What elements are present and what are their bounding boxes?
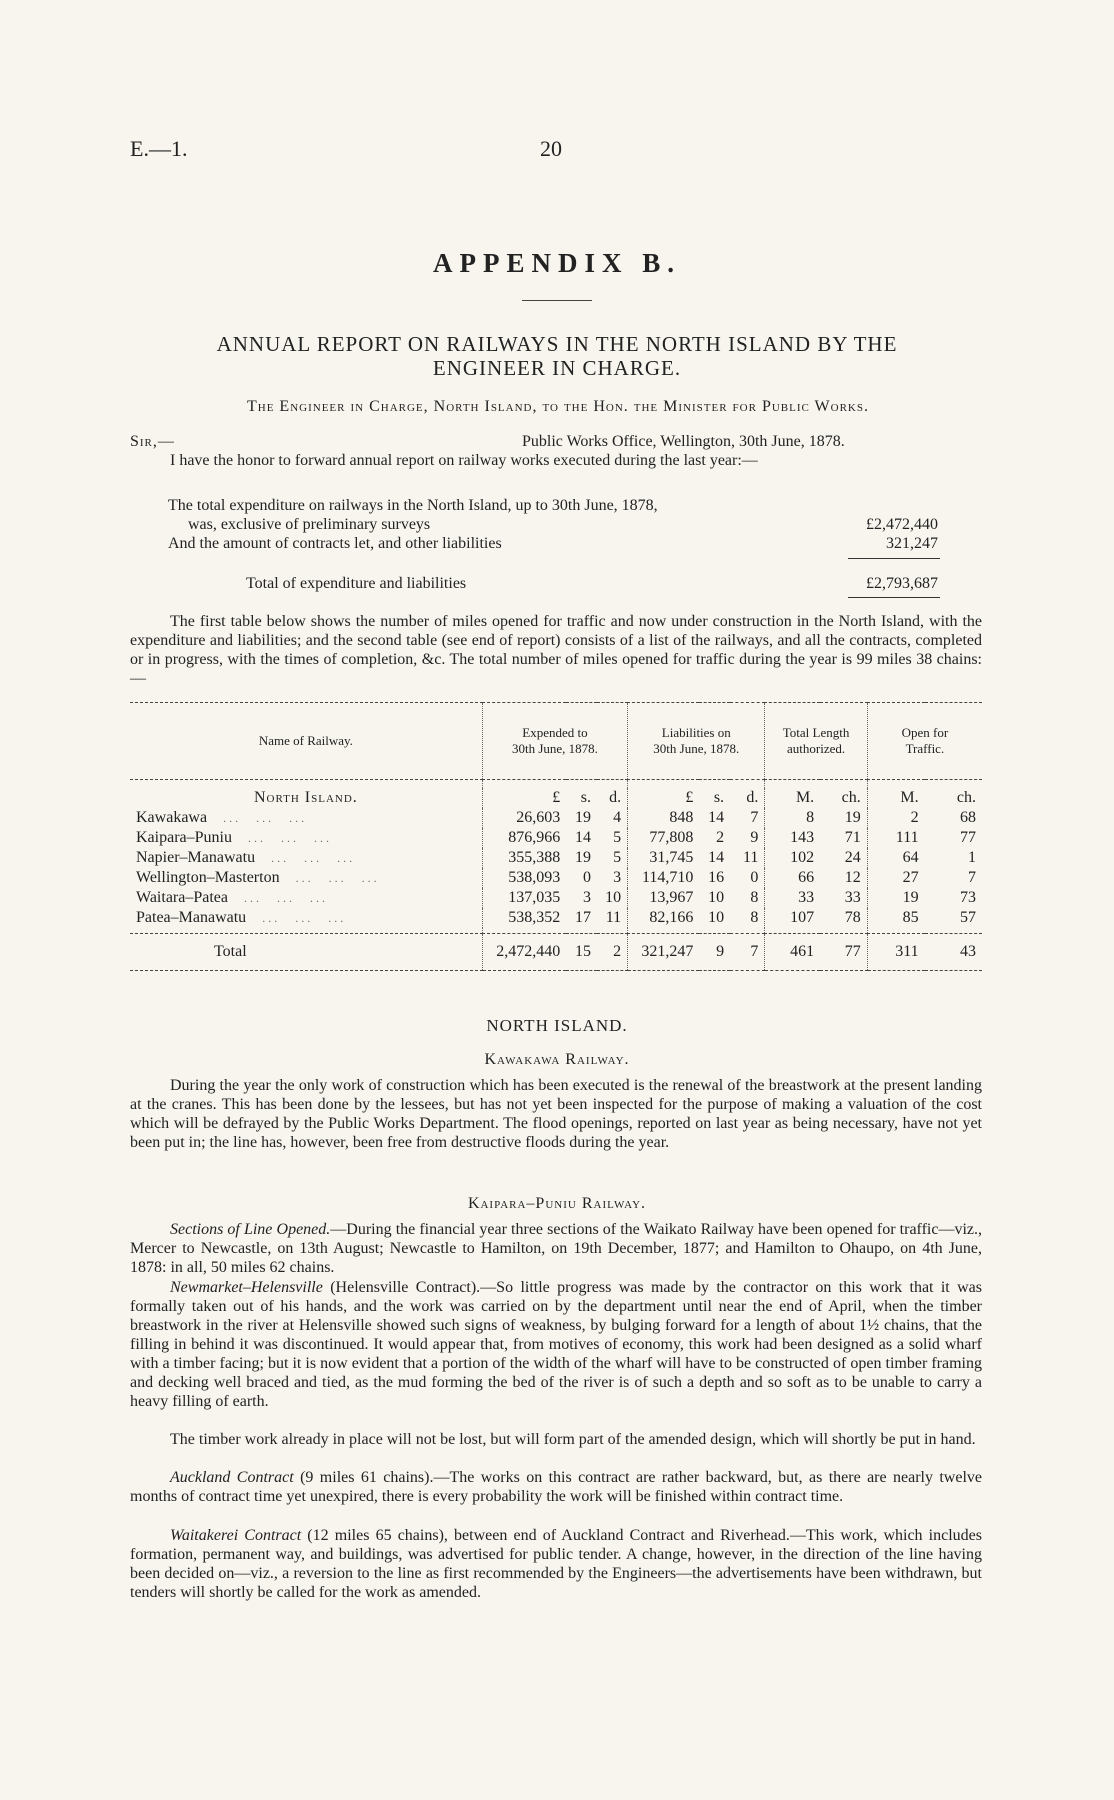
cell-lia-l: 848 xyxy=(628,808,700,828)
kaipara-paragraph-3: The timber work already in place will not be lost, but will form part of the amended design, which will shortly be put in hand. xyxy=(170,1431,976,1448)
cell-lia-l: 114,710 xyxy=(628,868,700,888)
leader-dots: . . . . . . . . . xyxy=(217,810,305,825)
table-row xyxy=(130,808,982,828)
cell-exp-d: 4 xyxy=(613,808,622,826)
leader-dots: . . . . . . . . . xyxy=(256,910,344,925)
railway-name xyxy=(130,848,482,868)
cell-open-c: 68 xyxy=(960,808,976,826)
page-number: 20 xyxy=(540,136,562,161)
total-rule xyxy=(848,597,940,598)
expenditure-label: was, exclusive of preliminary surveys xyxy=(188,516,431,533)
col-header-length-1: Total Length xyxy=(782,725,850,740)
total-label: Total of expenditure and liabilities xyxy=(246,575,467,592)
cell-exp-l: 355,388 xyxy=(482,848,566,868)
cell-open-m: 64 xyxy=(867,848,924,868)
liabilities-line xyxy=(168,534,938,553)
cell-len-c: 71 xyxy=(844,828,861,846)
expenditure-line-1: The total expenditure on railways in the North Island, up to 30th June, 1878, xyxy=(168,497,658,514)
cell-len-m: 102 xyxy=(765,848,820,868)
cell-open-c: 77 xyxy=(960,828,976,846)
report-title-line-1: ANNUAL REPORT ON RAILWAYS IN THE NORTH ISLAND BY THE xyxy=(216,332,898,356)
cell-len-m: 33 xyxy=(765,888,820,908)
cell-lia-s: 16 xyxy=(708,868,725,886)
cell-lia-d: 11 xyxy=(742,848,759,866)
cell-len-m: 143 xyxy=(765,828,820,848)
cell-open-c: 57 xyxy=(960,908,976,926)
cell-len-c: 19 xyxy=(844,808,861,826)
total-length-chains: 77 xyxy=(820,934,867,971)
total-exp-pence: 2 xyxy=(597,934,628,971)
railway-name xyxy=(130,828,482,848)
table-row xyxy=(130,828,982,848)
railway-name-text: Kawakawa xyxy=(136,808,208,826)
cell-lia-l: 82,166 xyxy=(628,908,700,928)
col-header-liabilities-1: Liabilities on xyxy=(661,725,731,740)
kawakawa-paragraph: During the year the only work of construction which has been executed is the renewal of the breastwork at the present landing at the cranes. This has been done by the lessees, but has not yet been inspected for the purpose of making a valuation of the cost which will be defrayed by the Public Works Department. The flood openings, reported on last year as being necessary, have not yet been put in; the line has, however, been free from destructive floods during the year. xyxy=(130,1077,982,1151)
cell-len-m: 8 xyxy=(765,808,820,828)
cell-exp-s: 0 xyxy=(582,868,591,886)
table-header-row xyxy=(130,703,982,780)
cell-len-m: 107 xyxy=(765,908,820,928)
table-row xyxy=(130,848,982,868)
paragraph-text: (12 miles 65 chains), between end of Auckland Contract and Riverhead.—This work, which includes formation, permanent way, and buildings, was advertised for public tender. A change, however, in the direction of the line having been decided on—viz., a reversion to the line as first recommended by the Engineers—the advertisements have been withdrawn, but tenders will shortly be called for the work as amended. xyxy=(130,1527,982,1601)
cell-lia-l: 77,808 xyxy=(628,828,700,848)
expenditure-line-2 xyxy=(168,515,938,534)
unit-chains: ch. xyxy=(841,788,861,806)
table-body xyxy=(130,808,982,928)
kaipara-paragraph-2 xyxy=(130,1278,982,1411)
unit-pence: d. xyxy=(746,788,759,806)
cell-exp-l: 26,603 xyxy=(482,808,566,828)
col-header-name-text: Name of Railway. xyxy=(258,733,353,748)
total-exp-shillings: 15 xyxy=(566,934,597,971)
col-header-liabilities-2: 30th June, 1878. xyxy=(653,741,740,756)
col-header-expended-1: Expended to xyxy=(522,725,588,740)
col-header-expended-2: 30th June, 1878. xyxy=(511,741,598,756)
table-intro-text: The first table below shows the number of miles opened for traffic and now under construction in the North Island, with the expenditure and liabilities; and the second table (see end of report) consists of a list of the railways, and all the contracts, completed or in progress, with the times of completion, &c. The total number of miles opened for traffic during the year is 99 miles 38 chains:— xyxy=(130,613,982,687)
cell-lia-d: 8 xyxy=(750,908,759,926)
cell-exp-l: 137,035 xyxy=(482,888,566,908)
kaipara-heading: Kaipara–Puniu Railway. xyxy=(467,1195,647,1212)
cell-exp-l: 538,093 xyxy=(482,868,566,888)
cell-lia-s: 14 xyxy=(708,848,725,866)
col-header-length xyxy=(765,703,867,780)
cell-open-m: 27 xyxy=(867,868,924,888)
cell-open-m: 85 xyxy=(867,908,924,928)
leader-dots: . . . . . . . . . xyxy=(238,890,325,905)
total-value: £2,793,687 xyxy=(866,575,938,592)
section-label: North Island. xyxy=(253,788,358,806)
railway-name xyxy=(130,868,482,888)
cell-len-c: 33 xyxy=(844,888,861,906)
table-row xyxy=(130,868,982,888)
cell-exp-l: 538,352 xyxy=(482,908,566,928)
railway-name-text: Patea–Manawatu xyxy=(136,908,247,926)
railway-name xyxy=(130,808,482,828)
col-header-open xyxy=(867,703,982,780)
total-exp-pounds: 2,472,440 xyxy=(482,934,566,971)
cell-len-m: 66 xyxy=(765,868,820,888)
unit-pounds: £ xyxy=(482,788,566,808)
cell-exp-d: 11 xyxy=(605,908,622,926)
report-title-line-2: ENGINEER IN CHARGE. xyxy=(432,356,682,380)
railway-name-text: Waitara–Patea xyxy=(136,888,228,906)
kaipara-paragraph-5 xyxy=(130,1526,982,1602)
railway-name-text: Wellington–Masterton xyxy=(136,868,280,886)
cell-lia-d: 0 xyxy=(750,868,759,886)
table-total-row xyxy=(130,934,982,971)
total-length-miles: 461 xyxy=(765,934,820,971)
north-island-heading: NORTH ISLAND. xyxy=(486,1016,628,1035)
paragraph-text: —During the financial year three sections of the Waikato Railway have been opened for traffic—viz., Mercer to Newcastle, on 13th August; Newcastle to Hamilton, on 19th December, 1877; and Hamilton to Ohaupo, on 4th June, 1878: in all, 50 miles 62 chains. xyxy=(130,1221,983,1276)
office-line: Public Works Office, Wellington, 30th June, 1878. xyxy=(522,433,845,450)
unit-miles: M. xyxy=(867,788,924,808)
unit-pence: d. xyxy=(609,788,622,806)
cell-exp-d: 5 xyxy=(613,848,622,866)
unit-pounds: £ xyxy=(628,788,700,808)
cell-lia-l: 13,967 xyxy=(628,888,700,908)
cell-len-c: 78 xyxy=(844,908,861,926)
table-row xyxy=(130,888,982,908)
col-header-name xyxy=(130,703,482,780)
paragraph-text: (9 miles 61 chains).—The works on this contract are rather backward, but, as there are nearly twelve months of contract time yet unexpired, there is every probability the work will be finished within contract time. xyxy=(130,1469,983,1505)
sum-rule xyxy=(848,558,940,559)
unit-shillings: s. xyxy=(580,788,591,806)
leader-dots: . . . . . . . . . xyxy=(241,830,329,845)
unit-shillings: s. xyxy=(713,788,725,806)
total-lia-pence: 7 xyxy=(730,934,765,971)
railways-table xyxy=(130,702,982,971)
total-open-miles: 311 xyxy=(867,934,924,971)
leader-dots: . . . . . . . . . xyxy=(265,850,353,865)
paragraph-lead: Waitakerei Contract xyxy=(170,1527,302,1544)
cell-exp-d: 3 xyxy=(613,868,622,886)
cell-exp-s: 17 xyxy=(574,908,591,926)
col-header-liabilities xyxy=(628,703,765,780)
kawakawa-heading: Kawakawa Railway. xyxy=(484,1051,630,1068)
cell-exp-s: 19 xyxy=(574,848,591,866)
title-rule xyxy=(522,300,592,301)
liabilities-label: And the amount of contracts let, and other liabilities xyxy=(168,535,502,552)
unit-chains: ch. xyxy=(956,788,976,806)
document-reference: E.—1. xyxy=(130,136,188,161)
cell-lia-l: 31,745 xyxy=(628,848,700,868)
cell-len-c: 12 xyxy=(844,868,861,886)
total-lia-pounds: 321,247 xyxy=(628,934,700,971)
cell-open-c: 1 xyxy=(968,848,976,866)
col-header-open-2: Traffic. xyxy=(905,741,945,756)
total-lia-shillings: 9 xyxy=(699,934,730,971)
paragraph-lead: Auckland Contract xyxy=(170,1469,294,1486)
railway-name xyxy=(130,908,482,928)
header-rule-row xyxy=(130,780,982,788)
cell-lia-d: 9 xyxy=(750,828,759,846)
cell-exp-l: 876,966 xyxy=(482,828,566,848)
salutation: Sir,— xyxy=(130,433,175,450)
cell-exp-d: 10 xyxy=(605,888,622,906)
report-title xyxy=(120,332,994,380)
cell-open-m: 111 xyxy=(867,828,924,848)
total-open-chains: 43 xyxy=(925,934,982,971)
cell-lia-s: 10 xyxy=(708,888,725,906)
cell-lia-s: 2 xyxy=(716,828,725,846)
cell-exp-s: 14 xyxy=(574,828,591,846)
unit-miles: M. xyxy=(765,788,820,808)
railway-name-text: Kaipara–Puniu xyxy=(136,828,232,846)
paragraph-lead: Sections of Line Opened. xyxy=(170,1221,331,1238)
appendix-title: APPENDIX B. xyxy=(432,248,681,278)
cell-lia-d: 7 xyxy=(750,808,759,826)
cell-open-c: 73 xyxy=(960,888,976,906)
col-header-expended xyxy=(482,703,627,780)
addressee: The Engineer in Charge, North Island, to the Hon. the Minister for Public Works. xyxy=(247,398,869,415)
paragraph-text: (Helensville Contract).—So little progress was made by the contractor on this work that it was formally taken out of his hands, and the work was carried on by the department until near the end of April, when the timber breastwork in the river at Helensville showed such signs of weakness, by bulging forward for a length of about 1½ chains, that the filling in behind it was discontinued. It would appear that, from motives of economy, this work had been designed as a solid wharf with a timber facing; but it is now evident that a portion of the width of the wharf will have to be constructed of open timber framing and decking well braced and tied, as the mud forming the bed of the river is of such a depth and so soft as to be unable to carry a heavy filling of earth. xyxy=(130,1279,982,1410)
table-row xyxy=(130,908,982,928)
cell-lia-s: 10 xyxy=(708,908,725,926)
cell-exp-d: 5 xyxy=(613,828,622,846)
table-intro-paragraph xyxy=(130,612,982,688)
cell-lia-d: 8 xyxy=(750,888,759,906)
liabilities-value: 321,247 xyxy=(886,535,938,552)
total-row-label: Total xyxy=(130,934,482,971)
railway-name xyxy=(130,888,482,908)
expenditure-value: £2,472,440 xyxy=(866,516,938,533)
paragraph-lead: Newmarket–Helensville xyxy=(170,1279,323,1296)
cell-len-c: 24 xyxy=(844,848,861,866)
col-header-open-1: Open for xyxy=(901,725,949,740)
cell-open-c: 7 xyxy=(968,868,976,886)
cell-open-m: 2 xyxy=(867,808,924,828)
leader-dots: . . . . . . . . . xyxy=(289,870,377,885)
units-row xyxy=(130,788,982,808)
cell-open-m: 19 xyxy=(867,888,924,908)
railway-name-text: Napier–Manawatu xyxy=(136,848,256,866)
kaipara-paragraph-1 xyxy=(130,1220,982,1277)
intro-paragraph: I have the honor to forward annual report on railway works executed during the last year:— xyxy=(170,452,758,469)
cell-exp-s: 19 xyxy=(574,808,591,826)
kaipara-paragraph-4 xyxy=(130,1468,982,1506)
col-header-length-2: authorized. xyxy=(787,741,846,756)
cell-exp-s: 3 xyxy=(582,888,591,906)
total-line xyxy=(168,574,938,593)
cell-lia-s: 14 xyxy=(708,808,725,826)
